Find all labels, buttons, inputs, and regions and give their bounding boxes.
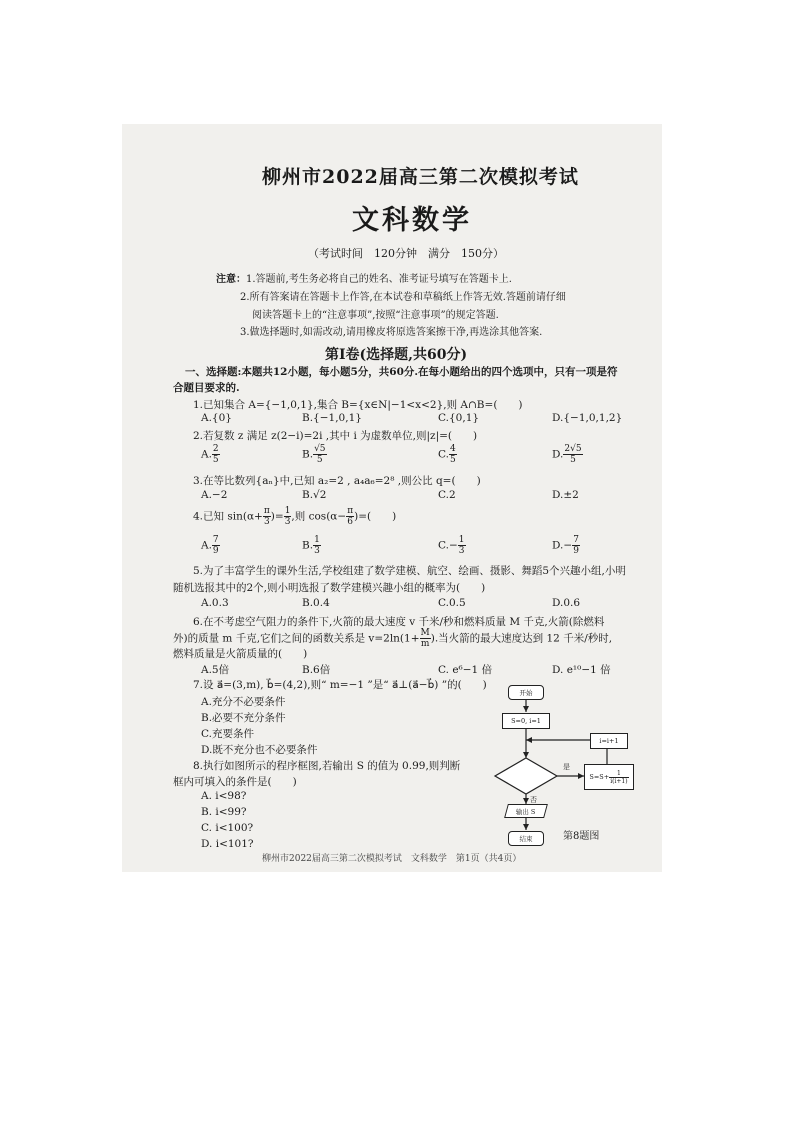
q3-option-c: C.2 <box>438 489 456 501</box>
q3-option-d: D.±2 <box>552 489 579 501</box>
q6-option-b: B.6倍 <box>302 664 331 676</box>
note-2a: 2.所有答案请在答题卡上作答,在本试卷和草稿纸上作答无效.答题前请仔细 <box>240 292 566 303</box>
q5-option-d: D.0.6 <box>552 597 581 609</box>
q4-a-label: A. <box>201 539 212 552</box>
page-footer: 柳州市2022届高三第二次模拟考试 文科数学 第1页（共4页） <box>262 854 522 864</box>
q8-option-a: A. i<98? <box>201 790 247 802</box>
q4-pi-1: π <box>263 506 270 516</box>
q5-option-a: A.0.3 <box>201 597 229 609</box>
flowchart-no: 否 <box>530 796 537 804</box>
q6-text-b2: ).当火箭的最大速度达到 12 千米/秒时, <box>430 632 613 645</box>
flowchart-frac-den: i(i+1) <box>610 777 628 785</box>
flowchart-update-i <box>590 733 628 749</box>
q1-option-c: C.{0,1} <box>438 412 480 424</box>
flowchart-caption: 第8题图 <box>563 831 600 842</box>
q6-text-c: 燃料质量是火箭质量的( ) <box>173 648 308 660</box>
q4-a-den: 9 <box>212 546 219 556</box>
flowchart-update-s <box>584 764 634 790</box>
q1-option-b: B.{−1,0,1} <box>302 412 362 424</box>
q2-d-num: 2√5 <box>564 444 582 454</box>
q4-text-d: )=( ) <box>354 510 397 523</box>
q2-c-num: 4 <box>450 444 456 454</box>
q7-option-a: A.充分不必要条件 <box>201 696 286 708</box>
q4-three-2: 3 <box>284 517 291 527</box>
q4-b-den: 3 <box>314 546 320 556</box>
flowchart-init <box>502 713 550 729</box>
q7-option-c: C.充要条件 <box>201 728 254 740</box>
q1-text: 1.已知集合 A={−1,0,1},集合 B={x∈N|−1<x<2},则 A∩B=( ) <box>193 399 523 411</box>
note-3: 3.做选择题时,如需改动,请用橡皮将原选答案擦干净,再选涂其他答案. <box>240 327 543 338</box>
q2-a-label: A. <box>201 448 212 461</box>
q6-option-d: D. e¹⁰−1 倍 <box>552 664 611 676</box>
flowchart-output <box>504 804 548 818</box>
q2-a-den: 5 <box>212 455 219 465</box>
q4-d-label: D.− <box>552 539 573 552</box>
q4-c-num: 1 <box>458 535 465 545</box>
q2-b-num: √5 <box>314 444 326 454</box>
flowchart-init-label: S=0, i=1 <box>511 717 541 725</box>
q2-b-den: 5 <box>316 455 323 465</box>
q4-a-num: 7 <box>212 535 219 545</box>
q6-text-a: 6.在不考虑空气阻力的条件下,火箭的最大速度 v 千米/秒和燃料质量 M 千克,火箭(除燃料 <box>193 616 605 628</box>
q5-text-b: 随机选报其中的2个,则小明选报了数学建模兴趣小组的概率为( ) <box>173 582 486 594</box>
q1-option-d: D.{−1,0,1,2} <box>552 412 623 424</box>
q4-c-label: C.− <box>438 539 458 552</box>
q4-d-num: 7 <box>573 535 579 545</box>
q2-d-den: 5 <box>570 455 576 465</box>
q4-b-label: B. <box>302 539 314 552</box>
q1-option-a: A.{0} <box>201 412 232 424</box>
note-2b: 阅读答题卡上的“注意事项”,按照“注意事项”的规定答题. <box>252 310 499 321</box>
q4-d-den: 9 <box>573 546 579 556</box>
q2-d-label: D. <box>552 448 564 461</box>
q4-b-num: 1 <box>314 535 320 545</box>
flowchart-end-label: 结束 <box>519 835 533 843</box>
flowchart-frac-num: 1 <box>609 770 628 778</box>
q8-option-b: B. i<99? <box>201 806 247 818</box>
exam-title: 柳州市2022届高三第二次模拟考试 <box>262 166 579 188</box>
q8-text-a: 8.执行如图所示的程序框图,若输出 S 的值为 0.99,则判断 <box>193 760 461 772</box>
flowchart-end <box>508 831 544 846</box>
q5-text-a: 5.为了丰富学生的课外生活,学校组建了数学建模、航空、绘画、摄影、舞蹈5个兴趣小组,小明 <box>193 565 626 577</box>
q2-c-den: 5 <box>450 455 456 465</box>
q4-text-b: )= <box>270 510 284 523</box>
q4-pi-2: π <box>347 506 354 516</box>
exam-info: （考试时间 120分钟 满分 150分） <box>308 247 504 260</box>
q4-text-c: ,则 cos(α− <box>291 510 347 523</box>
flowchart-yes: 是 <box>563 763 570 771</box>
q4-three: 3 <box>263 517 270 527</box>
flowchart-output-label: 输出 S <box>516 807 536 816</box>
part1-title: 第Ⅰ卷(选择题,共60分) <box>325 347 468 363</box>
q8-text-b: 框内可填入的条件是( ) <box>173 776 297 788</box>
q3-option-b: B.√2 <box>302 489 327 501</box>
q4-one: 1 <box>284 506 291 516</box>
q7-option-d: D.既不充分也不必要条件 <box>201 744 318 756</box>
q2-text: 2.若复数 z 满足 z(2−i)=2i ,其中 i 为虚数单位,则|z|=( ) <box>193 430 478 442</box>
flowchart-update-s-label: S=S+ <box>589 773 610 781</box>
flowchart-start <box>508 685 544 700</box>
q2-c-label: C. <box>438 448 449 461</box>
q6-option-a: A.5倍 <box>201 664 230 676</box>
q3-text: 3.在等比数列{aₙ}中,已知 a₂=2 , a₄a₆=2⁸ ,则公比 q=( ) <box>193 475 481 487</box>
q4-c-den: 3 <box>458 546 465 556</box>
q6-M: M <box>420 628 430 638</box>
part1-intro-a: 一、选择题:本题共12小题，每小题5分，共60分.在每小题给出的四个选项中，只有一项是符 <box>185 366 618 378</box>
q2-a-num: 2 <box>212 444 219 454</box>
q8-option-c: C. i<100? <box>201 822 254 834</box>
q2-b-label: B. <box>302 448 314 461</box>
q8-option-d: D. i<101? <box>201 838 254 850</box>
q6-text-b1: 外)的质量 m 千克,它们之间的函数关系是 v=2ln(1+ <box>173 632 420 645</box>
q4-six: 6 <box>347 517 354 527</box>
q6-m: m <box>420 639 430 649</box>
flowchart-start-label: 开始 <box>519 689 533 697</box>
note-label: 注意： <box>216 274 246 285</box>
q5-option-b: B.0.4 <box>302 597 330 609</box>
part1-intro-b: 合题目要求的. <box>173 382 240 394</box>
q5-option-c: C.0.5 <box>438 597 466 609</box>
flowchart-update-i-label: i=i+1 <box>599 737 619 745</box>
q6-option-c: C. e⁶−1 倍 <box>438 664 493 676</box>
q3-option-a: A.−2 <box>201 489 228 501</box>
note-1-text: 1.答题前,考生务必将自己的姓名、准考证号填写在答题卡上. <box>246 274 512 285</box>
subject-title: 文科数学 <box>352 205 472 236</box>
q4-text-a: 4.已知 sin(α+ <box>193 510 263 523</box>
q7-option-b: B.必要不充分条件 <box>201 712 286 724</box>
q7-text: 7.设 a⃗=(3,m), b⃗=(4,2),则“ m=−1 ”是“ a⃗⊥(a⃗−b⃗) ”的( ) <box>193 679 487 691</box>
